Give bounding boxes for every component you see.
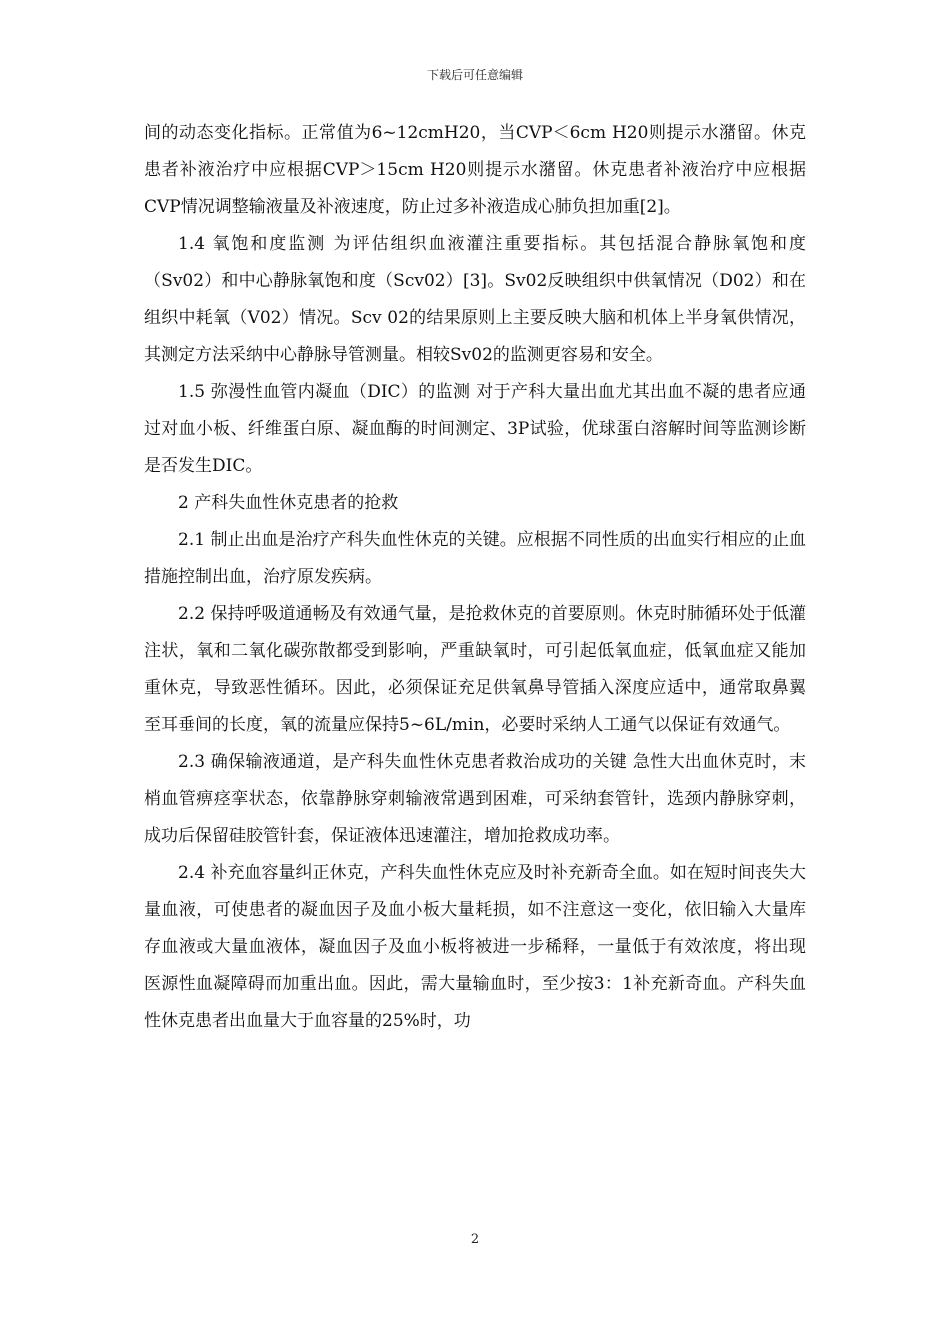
page-number: 2 [470, 1232, 480, 1247]
page-header: 下载后可任意编辑 [426, 68, 523, 82]
paragraph-blood-volume: 2.4 补充血容量纠正休克，产科失血性休克应及时补充新奇全血。如在短时间丧失大量血液，可使患者的凝血因子及血小板大量耗损，如不注意这一变化，依旧输入大量库存血液或大量血液体，凝血因子及血小板将被进一步稀释，一量低于有效浓度，将出现医源性血凝障碍而加重出血。因此，需大量输血时，至少按3：1补充新奇血。产科失血性休克患者出血量大于血容量的25%时，功 [144, 863, 806, 1031]
document-body [144, 115, 806, 1040]
paragraph-cvp: 间的动态变化指标。正常值为6~12cmH20，当CVP＜6cm H20则提示水潴留。休克患者补液治疗中应根据CVP＞15cm H20则提示水潴留。休克患者补液治疗中应根据CVP情况调整输液量及补液速度，防止过多补液造成心肺负担加重[2]。 [144, 123, 806, 217]
paragraph-airway: 2.2 保持呼吸道通畅及有效通气量，是抢救休克的首要原则。休克时肺循环处于低灌注状，氧和二氧化碳弥散都受到影响，严重缺氧时，可引起低氧血症，低氧血症又能加重休克，导致恶性循环。因此，必须保证充足供氧鼻导管插入深度应适中，通常取鼻翼至耳垂间的长度，氧的流量应保持5~6L/min，必要时采纳人工通气以保证有效通气。 [144, 604, 806, 735]
paragraph-dic-monitoring: 1.5 弥漫性血管内凝血（DIC）的监测 对于产科大量出血尤其出血不凝的患者应通过对血小板、纤维蛋白原、凝血酶的时间测定、3P试验，优球蛋白溶解时间等监测诊断是否发生DIC。 [144, 382, 806, 476]
section-heading-rescue: 2 产科失血性休克患者的抢救 [178, 493, 399, 513]
paragraph-infusion-channel: 2.3 确保输液通道，是产科失血性休克患者救治成功的关键 急性大出血休克时，末梢血管痹痉挛状态，依靠静脉穿刺输液常遇到困难，可采纳套管针，选颈内静脉穿刺，成功后保留硅胶管针套，保证液体迅速灌注，增加抢救成功率。 [144, 752, 806, 846]
paragraph-stop-bleeding: 2.1 制止出血是治疗产科失血性休克的关键。应根据不同性质的出血实行相应的止血措施控制出血，治疗原发疾病。 [144, 530, 806, 587]
paragraph-oxygen-saturation: 1.4 氧饱和度监测 为评估组织血液灌注重要指标。其包括混合静脉氧饱和度（Sv02）和中心静脉氧饱和度（Scv02）[3]。Sv02反映组织中供氧情况（D02）和在组织中耗氧（V02）情况。Scv 02的结果原则上主要反映大脑和机体上半身氧供情况，其测定方法采纳中心静脉导管测量。相较Sv02的监测更容易和安全。 [144, 234, 806, 365]
